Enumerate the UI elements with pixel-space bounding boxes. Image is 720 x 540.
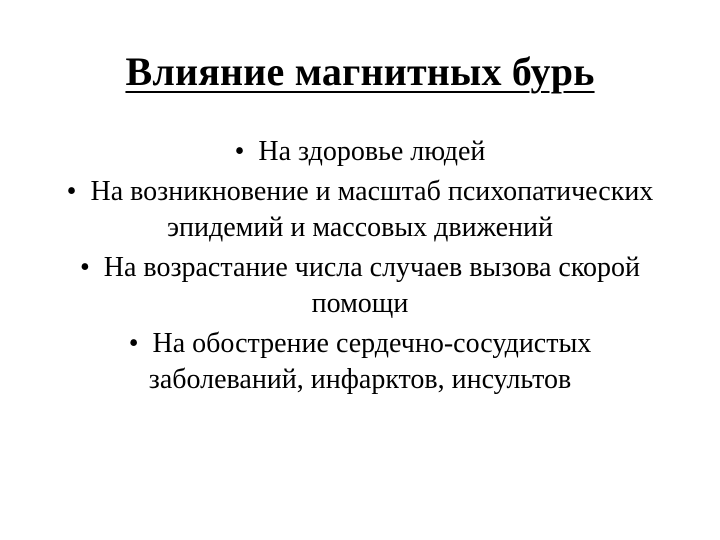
bullet-text: На возрастание числа случаев вызова скорой помощи [103,252,641,319]
slide-title: Влияние магнитных бурь [125,49,595,94]
bullet-list [60,134,660,398]
bullet-text: На обострение сердечно-сосудистых заболеваний, инфарктов, инсультов [148,328,592,395]
bullet-text: На возникновение и масштаб психопатических эпидемий и массовых движений [90,176,654,243]
bullet-icon: • [128,328,139,359]
bullet-icon: • [79,252,90,283]
bullet-icon: • [66,176,77,207]
bullet-text: На здоровье людей [258,136,486,167]
bullet-item [60,326,660,398]
bullet-icon: • [234,136,245,167]
bullet-item [60,250,660,322]
bullet-item [60,134,660,170]
bullet-item [60,174,660,246]
